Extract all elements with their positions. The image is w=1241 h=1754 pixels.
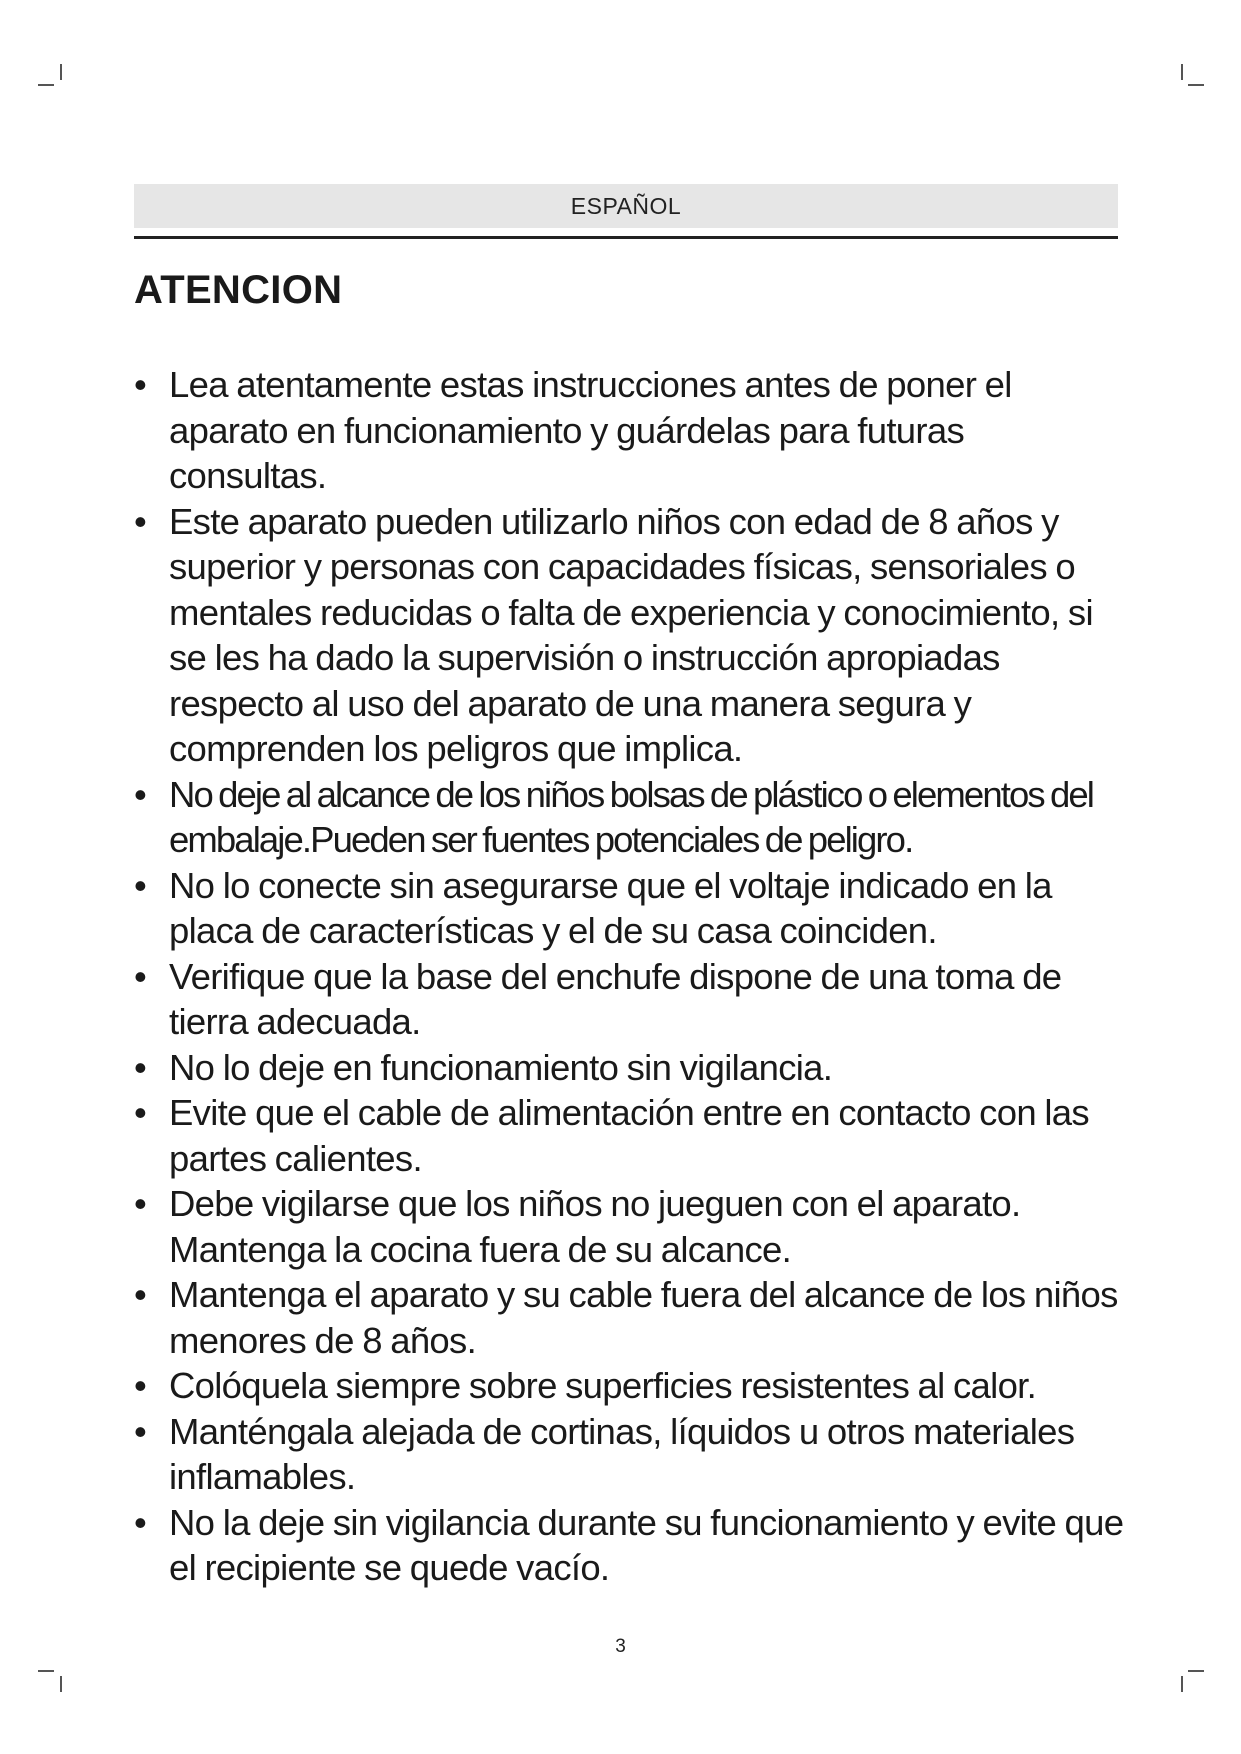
bullet-icon: • [134, 1046, 147, 1088]
bullet-icon: • [134, 1365, 147, 1406]
bullet-icon: • [134, 1501, 147, 1543]
warning-text: Evite que el cable de alimentación entre en contacto con las partes calientes. [169, 1092, 1089, 1179]
warning-item [134, 1363, 1124, 1409]
crop-mark-bottom-right-h [1188, 1670, 1204, 1672]
warning-text: No deje al alcance de los niños bolsas de plástico o elementos del embalaje.Pueden ser fuentes potenciales de peligro. [169, 773, 1093, 860]
warning-text: Lea atentamente estas instrucciones antes de poner el aparato en funcionamiento y guárdelas para futuras consultas. [169, 364, 1012, 496]
warning-text: Debe vigilarse que los niños no jueguen con el aparato. Mantenga la cocina fuera de su alcance. [169, 1183, 1021, 1270]
crop-mark-bottom-left-v [60, 1676, 62, 1692]
bullet-icon: • [134, 500, 147, 542]
bullet-icon: • [134, 364, 147, 405]
warning-item [134, 1409, 1124, 1500]
warning-text: Verifique que la base del enchufe dispone de una toma de tierra adecuada. [169, 955, 1062, 1042]
page-number: 3 [615, 1636, 626, 1657]
warning-text: Manténgala alejada de cortinas, líquidos u otros materiales inflamables. [169, 1410, 1075, 1497]
bullet-icon: • [134, 1410, 147, 1452]
warning-text: No la deje sin vigilancia durante su funcionamiento y evite que el recipiente se quede vacío. [169, 1501, 1124, 1588]
bullet-icon: • [134, 1092, 147, 1133]
warning-item [134, 1045, 1124, 1091]
warning-item [134, 954, 1124, 1045]
warning-text: Este aparato pueden utilizarlo niños con edad de 8 años y superior y personas con capacidades físicas, sensoriales o mentales reducidas o falta de experiencia y conocimiento, si se les ha dado la supervisión o instrucción apropiadas respecto al uso del aparato de una manera segura y comprenden los peligros que implica. [169, 500, 1093, 769]
warnings-list [134, 362, 1124, 1591]
bullet-icon: • [134, 1274, 147, 1315]
warning-item [134, 772, 1124, 863]
crop-mark-bottom-right-v [1181, 1676, 1183, 1692]
warning-text: No lo conecte sin asegurarse que el voltaje indicado en la placa de características y el de su casa coinciden. [169, 864, 1052, 951]
crop-mark-top-right-v [1181, 64, 1183, 80]
bullet-icon: • [134, 955, 147, 997]
warning-item [134, 1181, 1124, 1272]
warning-item [134, 499, 1124, 772]
warning-item [134, 1090, 1124, 1181]
warning-item [134, 1272, 1124, 1363]
warning-text: Colóquela siempre sobre superficies resistentes al calor. [169, 1365, 1037, 1406]
bullet-icon: • [134, 1183, 147, 1224]
language-header-bar [134, 184, 1118, 228]
crop-mark-top-left-h [38, 84, 54, 86]
warning-item [134, 362, 1124, 499]
header-divider [134, 236, 1118, 239]
warning-item [134, 863, 1124, 954]
section-title: ATENCION [134, 268, 343, 312]
language-label: ESPAÑOL [570, 192, 682, 219]
crop-mark-top-right-h [1188, 84, 1204, 86]
crop-mark-bottom-left-h [38, 1670, 54, 1672]
warning-item [134, 1500, 1124, 1591]
bullet-icon: • [134, 864, 147, 906]
warning-text: Mantenga el aparato y su cable fuera del alcance de los niños menores de 8 años. [169, 1274, 1118, 1361]
warning-text: No lo deje en funcionamiento sin vigilancia. [169, 1046, 833, 1088]
crop-mark-top-left-v [60, 64, 62, 80]
bullet-icon: • [134, 773, 145, 815]
